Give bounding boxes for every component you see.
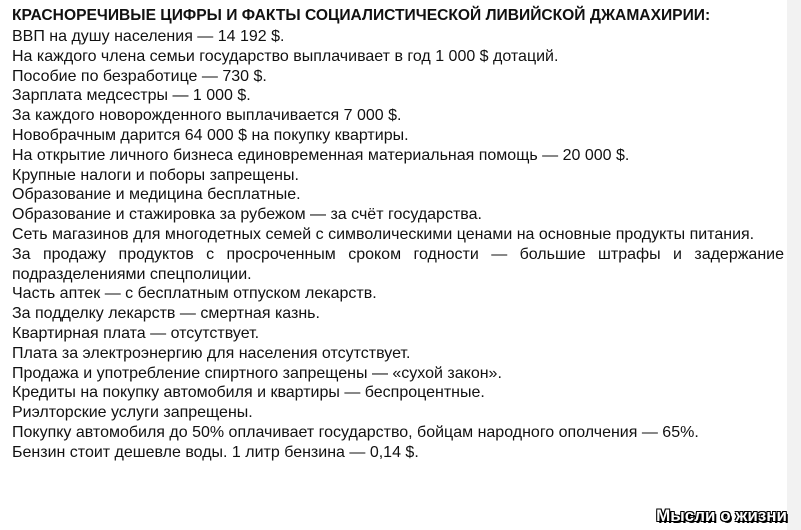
fact-item: Риэлторские услуги запрещены. bbox=[12, 404, 253, 422]
fact-item: Продажа и употребление спиртного запрещены — «сухой закон». bbox=[12, 364, 502, 382]
fact-item: За продажу продуктов с просроченным сроком годности — большие штрафы и задержание подразделениями спецполиции. bbox=[12, 245, 784, 283]
fact-item: ВВП на душу населения — 14 192 $. bbox=[12, 28, 285, 45]
fact-item: Плата за электроэнергию для населения отсутствует. bbox=[12, 344, 411, 362]
right-edge-band bbox=[787, 0, 801, 530]
document-title: КРАСНОРЕЧИВЫЕ ЦИФРЫ И ФАКТЫ СОЦИАЛИСТИЧЕСКОЙ ЛИВИЙСКОЙ ДЖАМАХИРИИ: bbox=[12, 7, 711, 24]
fact-item: Новобрачным дарится 64 000 $ на покупку квартиры. bbox=[12, 126, 409, 144]
fact-item: За подделку лекарств — смертная казнь. bbox=[12, 305, 320, 323]
fact-item: Покупку автомобиля до 50% оплачивает государство, бойцам народного ополчения — 65%. bbox=[12, 423, 699, 441]
fact-item: Пособие по безработице — 730 $. bbox=[12, 67, 267, 85]
fact-item: Кредиты на покупку автомобиля и квартиры — беспроцентные. bbox=[12, 384, 485, 402]
document bbox=[12, 6, 784, 463]
fact-item: Зарплата медсестры — 1 000 $. bbox=[12, 87, 251, 105]
facts-list bbox=[12, 27, 784, 463]
fact-item: Крупные налоги и поборы запрещены. bbox=[12, 166, 299, 184]
fact-item: Образование и медицина бесплатные. bbox=[12, 186, 301, 204]
fact-item: Сеть магазинов для многодетных семей с символическими ценами на основные продукты питания. bbox=[12, 225, 755, 243]
fact-item: Часть аптек — с бесплатным отпуском лекарств. bbox=[12, 285, 377, 303]
fact-item: Квартирная плата — отсутствует. bbox=[12, 324, 260, 342]
fact-item: Образование и стажировка за рубежом — за счёт государства. bbox=[12, 206, 482, 224]
fact-item: На каждого члена семьи государство выплачивает в год 1 000 $ дотаций. bbox=[12, 47, 559, 65]
watermark: Мысли о жизни bbox=[656, 506, 787, 525]
fact-item: За каждого новорожденного выплачивается 7 000 $. bbox=[12, 107, 402, 125]
fact-item: На открытие личного бизнеса единовременная материальная помощь — 20 000 $. bbox=[12, 146, 630, 164]
fact-item: Бензин стоит дешевле воды. 1 литр бензина — 0,14 $. bbox=[12, 443, 419, 461]
